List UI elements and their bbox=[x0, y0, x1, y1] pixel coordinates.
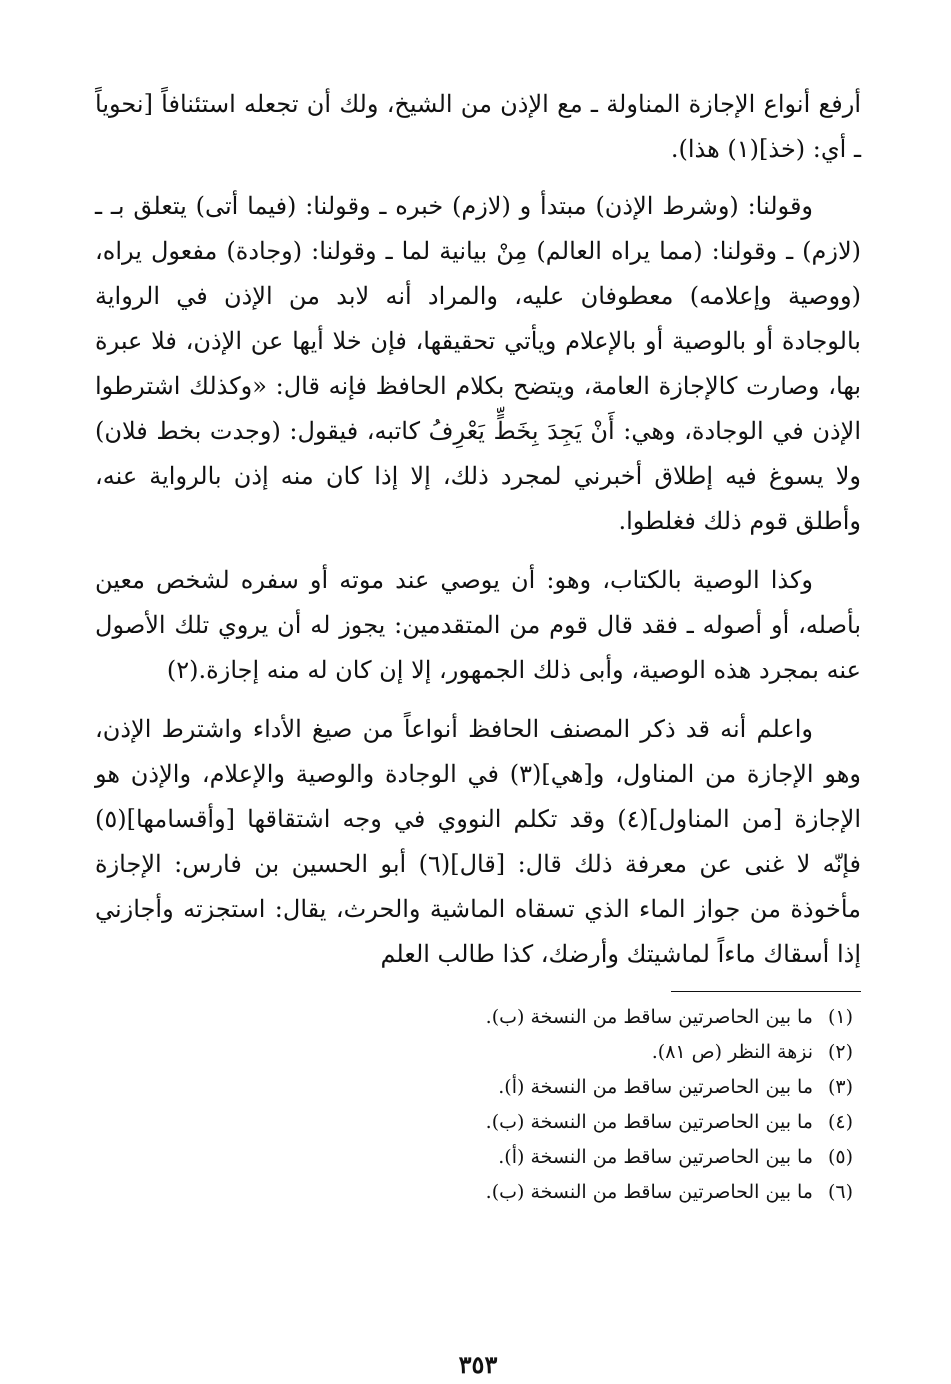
footnote-text: ما بين الحاصرتين ساقط من النسخة (ب). bbox=[485, 1181, 813, 1203]
footnote-text: نزهة النظر (ص ٨١). bbox=[651, 1041, 813, 1063]
book-page bbox=[95, 82, 862, 1379]
footnote-item bbox=[95, 1105, 853, 1140]
footnote-item bbox=[95, 1000, 853, 1035]
footnote-number: (٢) bbox=[827, 1041, 853, 1063]
footnote-item bbox=[95, 1035, 853, 1070]
paragraph-continuation: أرفع أنواع الإجازة المناولة ـ مع الإذن من الشيخ، ولك أن تجعله استئنافاً [نحوياً ـ أي: (خذ](١) هذا). bbox=[95, 90, 861, 163]
footnote-number: (٥) bbox=[827, 1146, 853, 1168]
paragraph-verse-commentary: وقولنا: (وشرط الإذن) مبتدأ و (لازم) خبره ـ وقولنا: (فيما أتى) يتعلق بـ ـ (لازم) ـ وقولنا: (مما يراه العالم) مِنْ بيانية لما ـ وقولنا: (وجادة) مفعول يراه، (ووصية وإعلامه) معطوفان عليه، والمراد أنه لابد من الإذن في الرواية بالوجادة أو بالوصية أو بالإعلام ويأتي تحقيقها، فإن خلا أيها عن الإذن، فلا عبرة بها، وصارت كالإجازة العامة، ويتضح بكلام الحافظ فإنه قال: «وكذلك اشترطوا الإذن في الوجادة، وهي: أَنْ يَجِدَ بِخَطٍّ يَعْرِفُ كاتبه، فيقول: (وجدت بخط فلان) ولا يسوغ فيه إطلاق أخبرني لمجرد ذلك، إلا إذا كان منه إذن بالرواية عنه، وأطلق قوم ذلك فغلطوا. bbox=[95, 192, 861, 535]
footnote-item bbox=[95, 1070, 853, 1105]
footnote-number: (٦) bbox=[827, 1181, 853, 1203]
page-number: ٣٥٣ bbox=[458, 1350, 498, 1379]
footnote-text: ما بين الحاصرتين ساقط من النسخة (ب). bbox=[485, 1006, 813, 1028]
footnote-divider bbox=[671, 991, 861, 992]
footnotes-list bbox=[95, 1000, 861, 1210]
footnote-item bbox=[95, 1175, 853, 1210]
paragraph-ijaza: واعلم أنه قد ذكر المصنف الحافظ أنواعاً من صيغ الأداء واشترط الإذن، وهو الإجازة من المناول، و[هي](٣) في الوجادة والوصية والإعلام، والإذن هو الإجازة [من المناول](٤) وقد تكلم النووي في وجه اشتقاقها [وأقسامها](٥) فإنّه لا غنى عن معرفة ذلك قال: [قال](٦) أبو الحسين بن فارس: الإجازة مأخوذة من جواز الماء الذي تسقاه الماشية والحرث، يقال: استجزته وأجازني إذا أسقاك ماءاً لماشيتك وأرضك، كذا طالب العلم bbox=[95, 715, 862, 968]
footnote-number: (٤) bbox=[827, 1111, 853, 1133]
footnote-item bbox=[95, 1140, 853, 1175]
footnote-number: (١) bbox=[827, 1006, 853, 1028]
paragraph-wasiyya: وكذا الوصية بالكتاب، وهو: أن يوصي عند موته أو سفره لشخص معين بأصله، أو أصوله ـ فقد قال قوم من المتقدمين: يجوز له أن يروي تلك الأصول عنه بمجرد هذه الوصية، وأبى ذلك الجمهور، إلا إن كان له منه إجازة.(٢) bbox=[95, 566, 861, 684]
footnote-text: ما بين الحاصرتين ساقط من النسخة (أ). bbox=[498, 1076, 813, 1098]
footnote-text: ما بين الحاصرتين ساقط من النسخة (ب). bbox=[485, 1111, 813, 1133]
footnote-number: (٣) bbox=[827, 1076, 853, 1098]
footnote-text: ما بين الحاصرتين ساقط من النسخة (أ). bbox=[498, 1146, 813, 1168]
